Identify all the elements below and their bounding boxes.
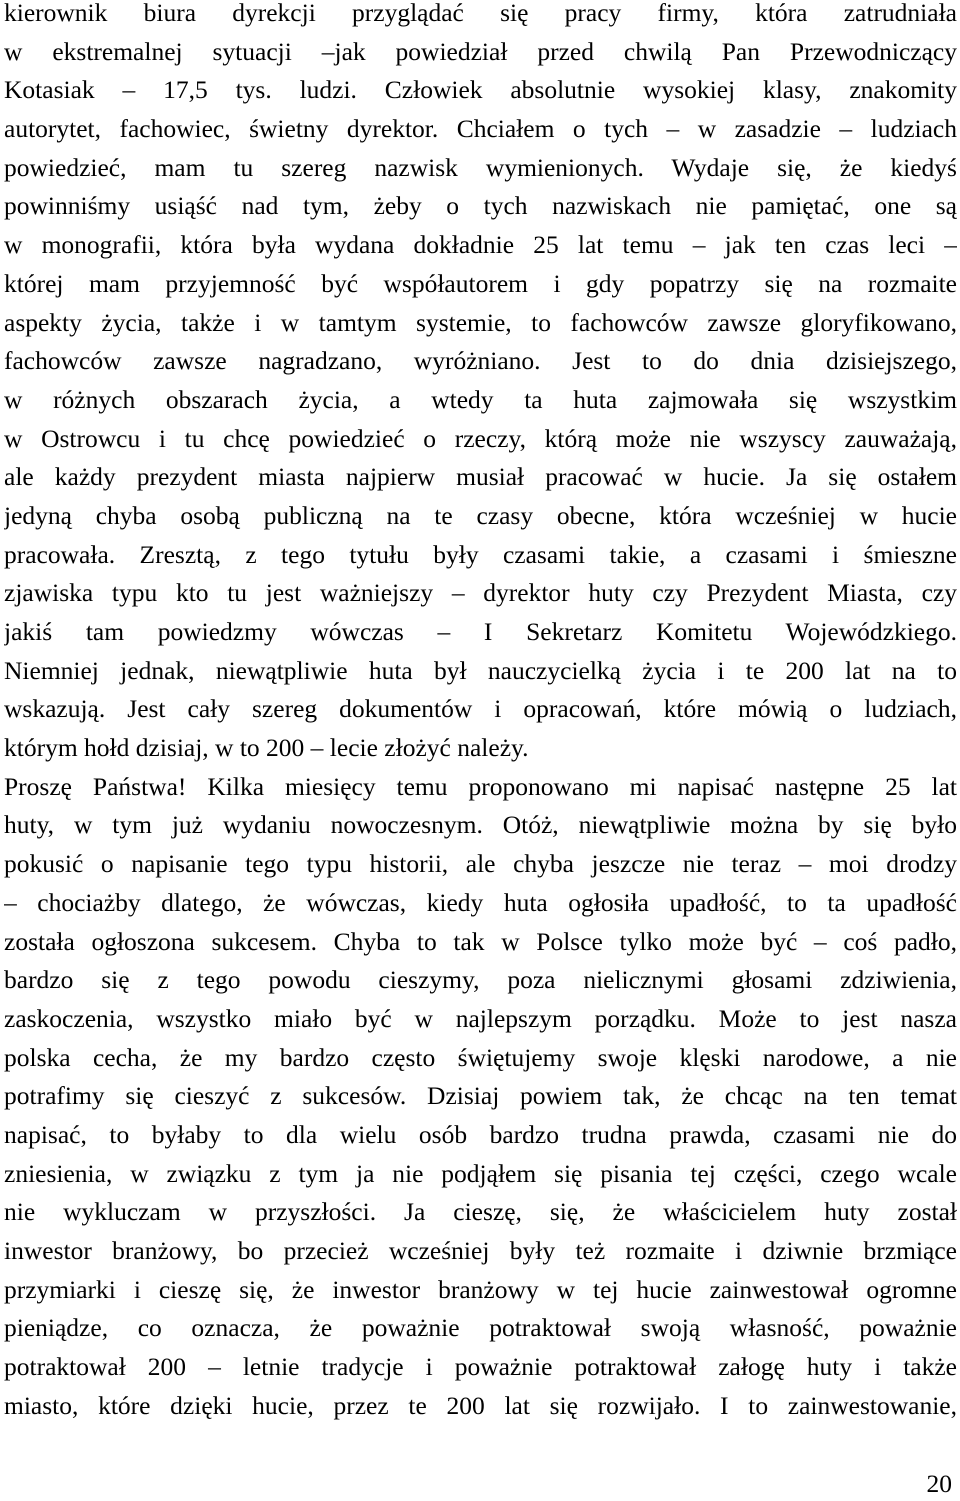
text-line: powinniśmy usiąść nad tym, żeby o tych nazwiskach nie pamiętać, one są [4,191,957,221]
text-line: nie wykluczam w przyszłości. Ja cieszę, się, że właścicielem huty został [4,1197,957,1227]
text-line: przymiarki i cieszę się, że inwestor branżowy w tej hucie zainwestował ogromne [4,1274,957,1304]
text-line: aspekty życia, także i w tamtym systemie, to fachowców zawsze gloryfikowano, [4,307,957,337]
text-line: Kotasiak – 17,5 tys. ludzi. Człowiek absolutnie wysokiej klasy, znakomity [4,75,957,105]
text-line: której mam przyjemność być współautorem i gdy popatrzy się na rozmaite [4,268,957,298]
text-line: pieniądze, co oznacza, że poważnie potraktował swoją własność, poważnie [4,1313,957,1343]
text-line: jedyną chyba osobą publiczną na te czasy obecne, która wcześniej w hucie [4,500,957,530]
text-line: Proszę Państwa! Kilka miesięcy temu proponowano mi napisać następne 25 lat [4,771,957,801]
text-line: – chociażby dlatego, że wówczas, kiedy huta ogłosiła upadłość, to ta upadłość [4,887,957,917]
text-line: zaskoczenia, wszystko miało być w najlepszym porządku. Może to jest nasza [4,1003,957,1033]
text-line: została ogłoszona sukcesem. Chyba to tak w Polsce tylko może być – coś padło, [4,926,957,956]
text-line: inwestor branżowy, bo przecież wcześniej były też rozmaite i dziwnie brzmiące [4,1236,957,1265]
text-line: w ekstremalnej sytuacji –jak powiedział przed chwilą Pan Przewodniczący [4,36,957,66]
text-line: polska cecha, że my bardzo często świętujemy swoje klęski narodowe, a nie [4,1042,957,1072]
text-line: wskazują. Jest cały szereg dokumentów i opracowań, które mówią o ludziach, [4,694,957,724]
text-line: w Ostrowcu i tu chcę powiedzieć o rzeczy, którą może nie wszyscy zauważają, [4,423,957,453]
text-line: kierownik biura dyrekcji przyglądać się pracy firmy, która zatrudniała [4,0,957,27]
text-line: napisać, to byłaby to dla wielu osób bardzo trudna prawda, czasami nie do [4,1119,957,1149]
text-line: Niemniej jednak, niewątpliwie huta był nauczycielką życia i te 200 lat na to [4,655,957,685]
text-line: autorytet, fachowiec, świetny dyrektor. Chciałem o tych – w zasadzie – ludziach [4,114,957,144]
paragraph-1 [4,0,957,768]
text-line: w monografii, która była wydana dokładnie 25 lat temu – jak ten czas leci – [4,230,957,260]
text-line: fachowców zawsze nagradzano, wyróżniano. Jest to do dnia dzisiejszego, [4,346,957,376]
page-number: 20 [926,1469,952,1498]
text-line: huty, w tym już wydaniu nowoczesnym. Otóż, niewątpliwie można by się było [4,810,957,840]
text-line: jakiś tam powiedzmy wówczas – I Sekretarz Komitetu Wojewódzkiego. [4,617,957,646]
text-line: pokusić o napisanie tego typu historii, ale chyba jeszcze nie teraz – moi drodzy [4,849,957,879]
document-page [4,0,957,1425]
text-line: pracowała. Zresztą, z tego tytułu były czasami takie, a czasami i śmieszne [4,539,957,569]
text-line: bardzo się z tego powodu cieszymy, poza nielicznymi głosami zdziwienia, [4,965,957,995]
text-line: miasto, które dzięki hucie, przez te 200 lat się rozwijało. I to zainwestowanie, [4,1390,957,1420]
paragraph-2 [4,768,957,1426]
text-line: potraktował 200 – letnie tradycje i poważnie potraktował załogę huty i także [4,1352,957,1382]
text-line: zniesienia, w związku z tym ja nie podjąłem się pisania tej części, czego wcale [4,1158,957,1188]
text-line: w różnych obszarach życia, a wtedy ta huta zajmowała się wszystkim [4,384,957,414]
text-line: ale każdy prezydent miasta najpierw musiał pracować w hucie. Ja się ostałem [4,462,957,492]
text-line: którym hołd dzisiaj, w to 200 – lecie złożyć należy. [4,733,529,763]
text-line: zjawiska typu kto tu jest ważniejszy – dyrektor huty czy Prezydent Miasta, czy [4,578,957,608]
text-line: powiedzieć, mam tu szereg nazwisk wymienionych. Wydaje się, że kiedyś [4,152,957,182]
text-line: potrafimy się cieszyć z sukcesów. Dzisiaj powiem tak, że chcąc na ten temat [4,1081,957,1111]
